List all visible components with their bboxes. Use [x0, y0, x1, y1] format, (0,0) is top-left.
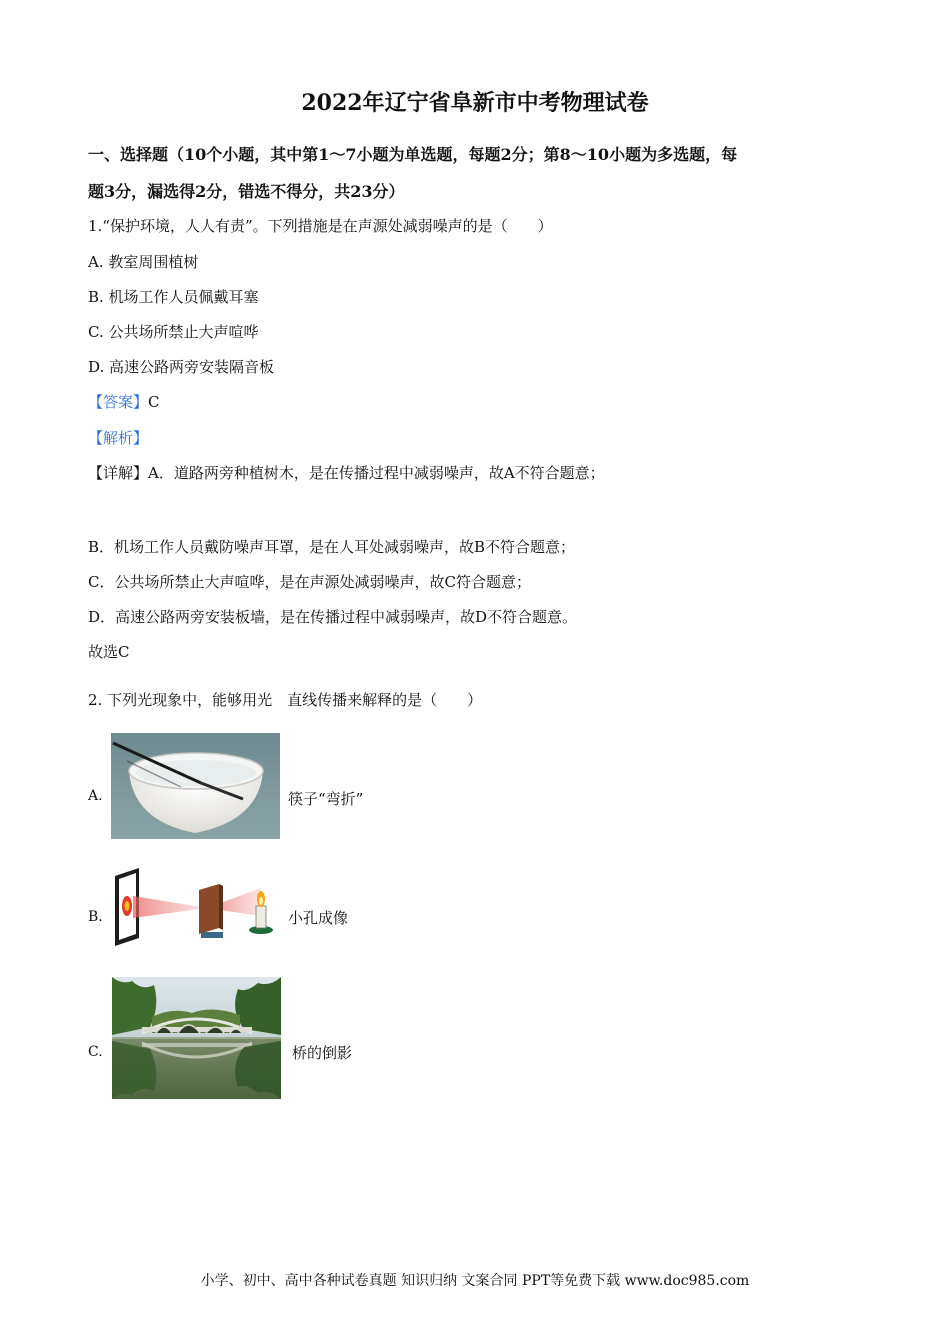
q2-option-c-caption: 桥的倒影: [292, 1044, 353, 1062]
detail-line-a: A．道路两旁种植树木，是在传播过程中减弱噪声，故A不符合题意；: [148, 464, 605, 482]
q1-detail-c: C．公共场所禁止大声喧哗，是在声源处减弱噪声，故C符合题意；: [88, 573, 531, 591]
q2-option-b-letter: B.: [88, 909, 103, 925]
q1-answer: [88, 391, 160, 412]
q1-option-d: D. 高速公路两旁安装隔音板: [88, 358, 275, 376]
chopsticks-bowl-photo-icon: [111, 733, 280, 839]
section-header-line1: 一、选择题（10个小题，其中第1～7小题为单选题，每题2分；第8～10小题为多选题，每: [88, 145, 738, 164]
q2-option-a-letter: A.: [88, 788, 103, 804]
q1-conclusion: 故选C: [88, 643, 130, 661]
q1-detail-d: D．高速公路两旁安装板墙，是在传播过程中减弱噪声，故D不符合题意。: [88, 608, 578, 626]
pinhole-camera-diagram-icon: [111, 866, 281, 946]
answer-tag: 【答案】: [88, 393, 149, 411]
answer-value: C: [148, 393, 160, 411]
detail-tag: 【详解】: [88, 464, 149, 482]
q1-option-a: A. 教室周围植树: [88, 253, 199, 271]
q2-option-b-caption: 小孔成像: [288, 909, 349, 927]
page-title: 2022年辽宁省阜新市中考物理试卷: [301, 90, 649, 116]
q2-stem: 2. 下列光现象中，能够用光 直线传播来解释的是（ ）: [88, 691, 483, 709]
q1-stem: 1.“保护环境，人人有责”。下列措施是在声源处减弱噪声的是（ ）: [88, 217, 553, 235]
footer-text: 小学、初中、高中各种试卷真题 知识归纳 文案合同 PPT等免费下载 www.doc985.com: [200, 1273, 750, 1289]
q1-detail-b: B．机场工作人员戴防噪声耳罩，是在人耳处减弱噪声，故B不符合题意；: [88, 538, 576, 556]
section-header-line2: 题3分，漏选得2分，错选不得分，共23分）: [88, 182, 405, 201]
q1-detail-a: [88, 462, 605, 483]
q1-option-c: C. 公共场所禁止大声喧哗: [88, 323, 259, 341]
analysis-tag: 【解析】: [88, 429, 149, 447]
bridge-reflection-photo-icon: [112, 977, 281, 1099]
q2-option-c-letter: C.: [88, 1044, 103, 1060]
q1-option-b: B. 机场工作人员佩戴耳塞: [88, 288, 259, 306]
q2-option-a-caption: 筷子“弯折”: [288, 790, 364, 808]
